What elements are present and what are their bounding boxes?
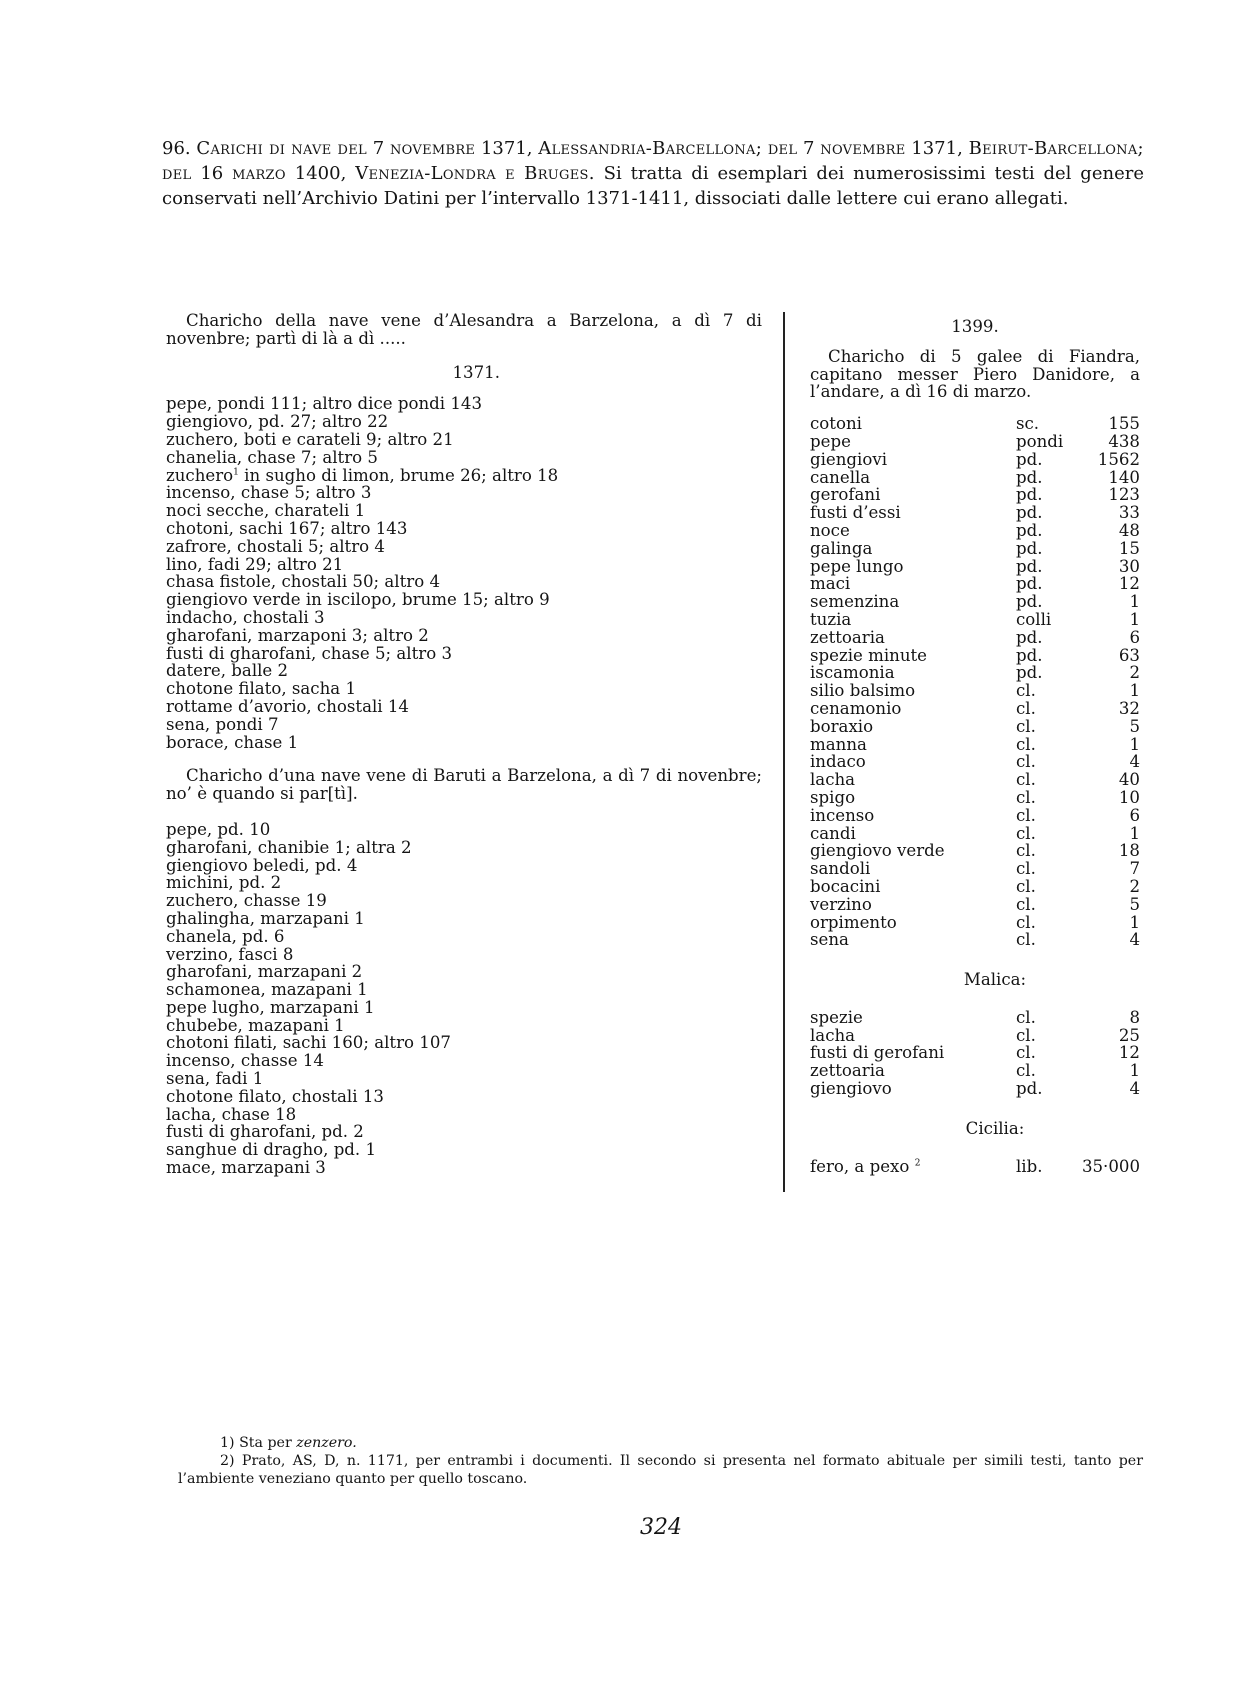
- section-number: 96.: [162, 138, 191, 159]
- row-name: gerofani: [810, 485, 881, 505]
- row-name: bocacini: [810, 876, 881, 896]
- row-qty: 2: [1129, 876, 1140, 896]
- row-qty: 140: [1108, 467, 1140, 487]
- table-row: [810, 1080, 1140, 1098]
- footnote-ref-2: 2: [914, 1158, 921, 1169]
- heading-sc-8: marzo: [232, 163, 286, 184]
- row-qty: 5: [1129, 716, 1140, 736]
- table-row: [810, 1009, 1140, 1027]
- list-item: borace, chase 1: [166, 732, 299, 752]
- table-row: [810, 700, 1140, 718]
- row-name: noce: [810, 520, 850, 540]
- list-item: chanela, pd. 6: [166, 926, 285, 946]
- list-item: pepe lugho, marzapani 1: [166, 997, 375, 1017]
- heading-sc-1: Carichi di nave del: [196, 138, 367, 159]
- row-name: fero, a pexo: [810, 1156, 910, 1176]
- list-item: chotoni, sachi 167; altro 143: [166, 518, 408, 538]
- table-row: [810, 931, 1140, 949]
- footnote-mark: 2): [220, 1453, 235, 1469]
- list-item: verzino, fasci 8: [166, 944, 294, 964]
- row-unit: cl.: [1016, 770, 1036, 790]
- row-unit: pd.: [1016, 538, 1043, 558]
- table-row: [810, 469, 1140, 487]
- list-item: giengiovo verde in iscilopo, brume 15; altro 9: [166, 590, 550, 610]
- row-qty: 6: [1129, 627, 1140, 647]
- row-name: cotoni: [810, 414, 862, 434]
- row-unit: cl.: [1016, 859, 1036, 879]
- row-name: pepe lungo: [810, 556, 904, 576]
- row-unit: pd.: [1016, 520, 1043, 540]
- table-row: [810, 682, 1140, 700]
- list-item: chasa fistole, chostali 50; altro 4: [166, 572, 441, 592]
- table-row: [810, 736, 1140, 754]
- list-item: chotoni filati, sachi 160; altro 107: [166, 1033, 451, 1053]
- list-item: noci secche, charateli 1: [166, 501, 366, 521]
- left-intro-2: Charicho d’una nave vene di Baruti a Barzelona, a dì 7 di novenbre; no’ è quando si par[tì].: [166, 766, 762, 804]
- table-row: [810, 540, 1140, 558]
- footnote-text: Prato, AS, D, n. 1171, per entrambi i documenti. Il secondo si presenta nel formato abituale per simili testi, tanto per l’ambiente veneziano quanto per quello toscano.: [178, 1453, 1143, 1487]
- row-name: giengiovo verde: [810, 841, 945, 861]
- row-qty: 4: [1129, 930, 1140, 950]
- footnote-italic: zenzero.: [296, 1435, 357, 1451]
- row-qty: 4: [1129, 752, 1140, 772]
- heading-sc-4: del: [767, 138, 798, 159]
- row-name: candi: [810, 823, 856, 843]
- row-name: verzino: [810, 894, 872, 914]
- table-row: [810, 771, 1140, 789]
- row-qty: 123: [1108, 485, 1140, 505]
- row-unit: cl.: [1016, 1061, 1036, 1081]
- table-row: [810, 486, 1140, 504]
- table-row: [810, 896, 1140, 914]
- heading-sc-3: Alessandria-Barcellona;: [538, 138, 763, 159]
- heading-sc-2: novembre: [389, 138, 476, 159]
- table-row: [810, 878, 1140, 896]
- list-item: sena, fadi 1: [166, 1069, 264, 1089]
- row-unit: cl.: [1016, 681, 1036, 701]
- row-unit: cl.: [1016, 1007, 1036, 1027]
- malica-title: Malica:: [963, 970, 1027, 990]
- table-row: [810, 433, 1140, 451]
- row-qty: 4: [1129, 1079, 1140, 1099]
- row-name: zettoaria: [810, 627, 885, 647]
- section-heading: [162, 136, 1144, 211]
- table-row: [810, 753, 1140, 771]
- footnote-ref-1: 1: [233, 467, 239, 478]
- row-unit: cl.: [1016, 716, 1036, 736]
- table-row: [810, 647, 1140, 665]
- row-qty: 30: [1118, 556, 1140, 576]
- row-qty: 63: [1118, 645, 1140, 665]
- row-unit: pd.: [1016, 485, 1043, 505]
- row-unit: cl.: [1016, 787, 1036, 807]
- column-divider: [783, 312, 785, 1192]
- row-unit: pondi: [1016, 431, 1064, 451]
- heading-sc-9: Venezia-Londra e Bruges.: [355, 163, 595, 184]
- cargo-table: [810, 415, 1140, 949]
- left-column: [166, 312, 762, 1177]
- table-row: [810, 415, 1140, 433]
- table-row: [810, 593, 1140, 611]
- right-year: 1399.: [951, 317, 999, 336]
- list-item: gharofani, marzapani 2: [166, 962, 363, 982]
- table-row: [810, 1044, 1140, 1062]
- malica-table: [810, 1009, 1140, 1098]
- table-row: [810, 451, 1140, 469]
- row-qty: 438: [1108, 431, 1140, 451]
- row-name: boraxio: [810, 716, 874, 736]
- row-qty: 12: [1118, 574, 1140, 594]
- list-item: pepe, pondi 111; altro dice pondi 143: [166, 394, 483, 414]
- row-unit: cl.: [1016, 823, 1036, 843]
- list-item: sena, pondi 7: [166, 714, 279, 734]
- row-name: giengiovi: [810, 449, 888, 469]
- table-row: [810, 1027, 1140, 1045]
- row-qty: 1: [1129, 912, 1140, 932]
- table-row: [810, 504, 1140, 522]
- row-name: fusti d’essi: [810, 503, 901, 523]
- row-qty: 7: [1129, 859, 1140, 879]
- row-qty: 18: [1118, 841, 1140, 861]
- row-name: iscamonia: [810, 663, 895, 683]
- row-unit: cl.: [1016, 912, 1036, 932]
- heading-d-3: 16: [200, 163, 224, 184]
- row-qty: 5: [1129, 894, 1140, 914]
- footnote-1: [178, 1434, 1143, 1452]
- row-name: zettoaria: [810, 1061, 885, 1081]
- list-item: mace, marzapani 3: [166, 1158, 326, 1178]
- footnote-text: Sta per: [239, 1435, 292, 1451]
- row-qty: 25: [1118, 1025, 1140, 1045]
- row-unit: pd.: [1016, 1079, 1043, 1099]
- table-row: [810, 789, 1140, 807]
- list-item: michini, pd. 2: [166, 873, 282, 893]
- row-unit: cl.: [1016, 805, 1036, 825]
- table-row: [810, 522, 1140, 540]
- row-unit: pd.: [1016, 503, 1043, 523]
- row-unit: cl.: [1016, 1025, 1036, 1045]
- row-unit: cl.: [1016, 734, 1036, 754]
- list-item: gharofani, marzaponi 3; altro 2: [166, 625, 429, 645]
- row-name: silio balsimo: [810, 681, 916, 701]
- row-name: sena: [810, 930, 849, 950]
- row-unit: pd.: [1016, 556, 1043, 576]
- heading-y-1: 1371,: [480, 138, 539, 159]
- row-qty: 1: [1129, 592, 1140, 612]
- row-name: lacha: [810, 1025, 856, 1045]
- left-intro-1: Charicho della nave vene d’Alesandra a Barzelona, a dì 7 di novenbre; partì di là a dì .....: [166, 311, 762, 348]
- row-qty: 2: [1129, 663, 1140, 683]
- heading-d-2: 7: [803, 138, 815, 159]
- cargo-list-2: [166, 821, 762, 1177]
- row-unit: pd.: [1016, 645, 1043, 665]
- row-name: galinga: [810, 538, 873, 558]
- row-qty: 48: [1118, 520, 1140, 540]
- row-name: giengiovo: [810, 1079, 892, 1099]
- row-name: tuzia: [810, 609, 852, 629]
- row-name: cenamonio: [810, 698, 902, 718]
- list-item: zuchero, chasse 19: [166, 891, 327, 911]
- row-name: canella: [810, 467, 871, 487]
- row-unit: cl.: [1016, 894, 1036, 914]
- footnote-2: [178, 1452, 1143, 1488]
- row-unit: cl.: [1016, 841, 1036, 861]
- row-name: orpimento: [810, 912, 897, 932]
- table-row: [810, 807, 1140, 825]
- right-intro: Charicho di 5 galee di Fiandra, capitano messer Piero Danidore, a l’andare, a dì 16 di marzo.: [810, 346, 1140, 402]
- table-row: [810, 825, 1140, 843]
- table-row: [810, 1158, 1140, 1176]
- list-item: indacho, chostali 3: [166, 607, 325, 627]
- row-unit: pd.: [1016, 663, 1043, 683]
- row-name: lacha: [810, 770, 856, 790]
- heading-sc-5: novembre: [820, 138, 906, 159]
- cargo-list-1: [166, 395, 762, 751]
- list-item: chotone filato, chostali 13: [166, 1086, 384, 1106]
- table-row: [810, 860, 1140, 878]
- list-item: lino, fadi 29; altro 21: [166, 554, 344, 574]
- list-item: datere, balle 2: [166, 661, 289, 681]
- row-qty: 33: [1118, 503, 1140, 523]
- list-item: ghalingha, marzapani 1: [166, 908, 365, 928]
- row-unit: pd.: [1016, 449, 1043, 469]
- row-qty: 1: [1129, 681, 1140, 701]
- list-item: zuchero, boti e carateli 9; altro 21: [166, 429, 454, 449]
- list-item: lacha, chase 18: [166, 1104, 297, 1124]
- row-qty: 15: [1118, 538, 1140, 558]
- row-qty: 8: [1129, 1007, 1140, 1027]
- table-row: [810, 914, 1140, 932]
- right-column: [810, 318, 1140, 1175]
- row-unit: lib.: [1016, 1156, 1043, 1176]
- table-row: [810, 611, 1140, 629]
- list-item: giengiovo beledi, pd. 4: [166, 855, 358, 875]
- row-qty: 1562: [1097, 449, 1140, 469]
- row-unit: pd.: [1016, 574, 1043, 594]
- row-unit: cl.: [1016, 698, 1036, 718]
- row-name-wrap: [810, 1158, 1016, 1176]
- row-qty: 155: [1108, 414, 1140, 434]
- row-qty: 1: [1129, 823, 1140, 843]
- list-item: sanghue di dragho, pd. 1: [166, 1140, 377, 1160]
- list-item: giengiovo, pd. 27; altro 22: [166, 412, 389, 432]
- row-unit: cl.: [1016, 752, 1036, 772]
- row-qty: 32: [1118, 698, 1140, 718]
- page-number: 324: [640, 1515, 682, 1540]
- list-item: incenso, chase 5; altro 3: [166, 483, 372, 503]
- row-name: spezie: [810, 1007, 863, 1027]
- list-item: incenso, chasse 14: [166, 1051, 324, 1071]
- row-unit: cl.: [1016, 1043, 1036, 1063]
- row-name: incenso: [810, 805, 875, 825]
- heading-sc-7: del: [162, 163, 192, 184]
- row-unit: pd.: [1016, 467, 1043, 487]
- table-row: [810, 664, 1140, 682]
- row-qty: 1: [1129, 609, 1140, 629]
- list-item: zafrore, chostali 5; altro 4: [166, 536, 385, 556]
- row-unit: cl.: [1016, 930, 1036, 950]
- footnotes: [178, 1434, 1143, 1488]
- list-item: fusti di gharofani, chase 5; altro 3: [166, 643, 453, 663]
- footnote-mark: 1): [220, 1435, 235, 1451]
- list-item: gharofani, chanibie 1; altra 2: [166, 837, 412, 857]
- row-unit: cl.: [1016, 876, 1036, 896]
- row-name: spezie minute: [810, 645, 928, 665]
- list-item: fusti di gharofani, pd. 2: [166, 1122, 364, 1142]
- item-prefix: zuchero: [166, 465, 234, 485]
- list-item-footnoted: [166, 467, 762, 485]
- heading-d-1: 7: [372, 138, 385, 159]
- list-item: chotone filato, sacha 1: [166, 679, 357, 699]
- row-unit: sc.: [1016, 414, 1040, 434]
- table-row: [810, 718, 1140, 736]
- row-unit: colli: [1016, 609, 1052, 629]
- row-qty: 1: [1129, 1061, 1140, 1081]
- row-unit: pd.: [1016, 592, 1043, 612]
- row-name: maci: [810, 574, 851, 594]
- row-qty: 40: [1118, 770, 1140, 790]
- list-item: chubebe, mazapani 1: [166, 1015, 345, 1035]
- list-item: rottame d’avorio, chostali 14: [166, 696, 409, 716]
- cicilia-title: Cicilia:: [965, 1118, 1025, 1138]
- heading-rest: Si tratta di esemplari dei numerosissimi testi del genere conservati nell’Archivio Datini per l’intervallo 1371-1411, dissociati dalle lettere cui erano allegati.: [162, 163, 1144, 209]
- row-name: manna: [810, 734, 867, 754]
- table-row: [810, 629, 1140, 647]
- heading-y-3: 1400,: [294, 163, 356, 184]
- row-name: pepe: [810, 431, 851, 451]
- heading-sc-6: Beirut-Barcellona;: [968, 138, 1144, 159]
- heading-y-2: 1371,: [911, 138, 969, 159]
- table-row: [810, 558, 1140, 576]
- row-qty: 10: [1118, 787, 1140, 807]
- table-row: [810, 1062, 1140, 1080]
- row-qty: 12: [1118, 1043, 1140, 1063]
- row-name: sandoli: [810, 859, 871, 879]
- list-item: chanelia, chase 7; altro 5: [166, 447, 378, 467]
- row-unit: pd.: [1016, 627, 1043, 647]
- row-qty: 1: [1129, 734, 1140, 754]
- list-item: schamonea, mazapani 1: [166, 980, 368, 1000]
- row-name: indaco: [810, 752, 866, 772]
- row-qty: 35·000: [1081, 1156, 1140, 1176]
- row-qty: 6: [1129, 805, 1140, 825]
- row-name: semenzina: [810, 592, 900, 612]
- table-row: [810, 575, 1140, 593]
- left-year-1: 1371.: [452, 362, 500, 382]
- list-item: pepe, pd. 10: [166, 819, 271, 839]
- row-name: fusti di gerofani: [810, 1043, 945, 1063]
- table-row: [810, 842, 1140, 860]
- row-name: spigo: [810, 787, 856, 807]
- item-rest: in sugho di limon, brume 26; altro 18: [244, 465, 559, 485]
